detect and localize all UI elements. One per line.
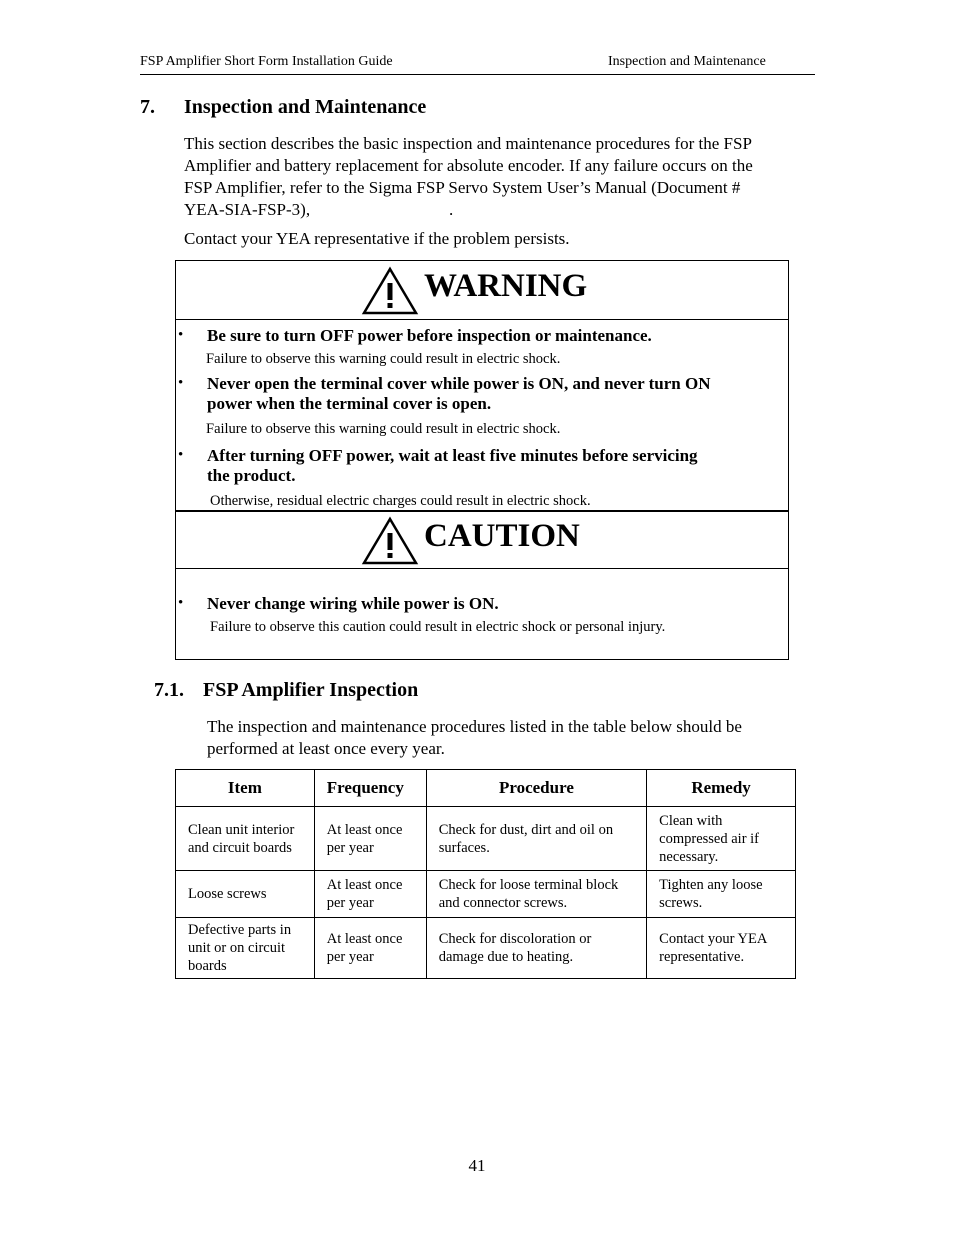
table-row (176, 918, 796, 979)
warning-note: Otherwise, residual electric charges could result in electric shock. (210, 493, 591, 509)
table-header-item: Item (176, 770, 315, 807)
cell-line: and connector screws. (438, 895, 568, 911)
section-title: Inspection and Maintenance (184, 96, 427, 118)
table-cell (314, 918, 426, 979)
caution-box (175, 510, 789, 660)
caution-item: Never change wiring while power is ON. (207, 594, 499, 613)
cell-line: Loose screws (188, 886, 267, 902)
intro-line-period: . (449, 200, 454, 219)
caution-title: CAUTION (424, 518, 580, 554)
bullet: • (178, 375, 184, 391)
cell-line: Tighten any loose (659, 877, 763, 893)
page-number: 41 (468, 1156, 486, 1175)
cell-line: necessary. (659, 848, 719, 865)
cell-line: surfaces. (438, 839, 490, 856)
running-header-section: Inspection and Maintenance (608, 54, 766, 69)
warning-item: the product. (207, 466, 296, 485)
table-cell (314, 807, 426, 871)
warning-item: Never open the terminal cover while power is ON, and never turn ON (207, 374, 711, 393)
cell-line: Check for discoloration or (438, 931, 592, 947)
cell-line: per year (326, 839, 374, 856)
table-header-procedure: Procedure (426, 770, 646, 807)
warning-item: Be sure to turn OFF power before inspection or maintenance. (207, 326, 652, 345)
table-cell (314, 871, 426, 918)
caution-note: Failure to observe this caution could result in electric shock or personal injury. (210, 619, 666, 635)
bullet: • (178, 327, 184, 343)
warning-title-bar (176, 261, 788, 320)
subsection-title: FSP Amplifier Inspection (203, 679, 419, 701)
cell-line: At least once (326, 877, 403, 893)
cell-line: At least once (326, 931, 403, 947)
contact-text: Contact your YEA representative if the problem persists. (184, 229, 570, 248)
header-rule (140, 74, 815, 75)
cell-line: boards (188, 958, 227, 974)
cell-line: per year (326, 895, 374, 911)
table-cell (647, 918, 796, 979)
cell-line: Check for loose terminal block (438, 877, 619, 893)
cell-line: Contact your YEA (659, 931, 768, 947)
cell-line: unit or on circuit (188, 940, 286, 956)
intro-line: FSP Amplifier, refer to the Sigma FSP Servo System User’s Manual (Document # (184, 178, 741, 197)
running-header-title: FSP Amplifier Short Form Installation Guide (140, 54, 393, 69)
subsection-intro-line: performed at least once every year. (207, 739, 445, 758)
table-cell (647, 807, 796, 871)
cell-line: Defective parts in (188, 922, 292, 938)
table-header-remedy: Remedy (647, 770, 796, 807)
table-cell (647, 871, 796, 918)
intro-line: Amplifier and battery replacement for absolute encoder. If any failure occurs on the (184, 156, 753, 175)
cell-line: compressed air if (659, 830, 760, 847)
bullet: • (178, 595, 184, 611)
table-cell (426, 871, 646, 918)
warning-box (175, 260, 789, 512)
table-cell (426, 918, 646, 979)
cell-line: and circuit boards (188, 839, 292, 856)
table-header-frequency: Frequency (314, 770, 426, 807)
table-cell (176, 918, 315, 979)
table-cell (176, 871, 315, 918)
subsection-number: 7.1. (154, 679, 184, 701)
section-number: 7. (140, 96, 155, 118)
warning-triangle-icon (361, 266, 419, 316)
warning-item: After turning OFF power, wait at least five minutes before servicing (207, 446, 698, 465)
cell-line: representative. (659, 949, 745, 965)
warning-title: WARNING (424, 268, 588, 304)
cell-line: Clean unit interior (188, 821, 295, 838)
inspection-table (175, 769, 796, 979)
cell-line: Check for dust, dirt and oil on (438, 821, 614, 838)
table-cell (176, 807, 315, 871)
subsection-intro-line: The inspection and maintenance procedures listed in the table below should be (207, 717, 742, 736)
caution-title-bar (176, 511, 788, 569)
table-row (176, 807, 796, 871)
intro-line: This section describes the basic inspection and maintenance procedures for the FSP (184, 134, 752, 153)
bullet: • (178, 447, 184, 463)
table-row (176, 871, 796, 918)
cell-line: At least once (326, 821, 403, 838)
warning-item: power when the terminal cover is open. (207, 394, 492, 413)
table-header-row (176, 770, 796, 807)
cell-line: damage due to heating. (438, 949, 574, 965)
cell-line: screws. (659, 895, 703, 911)
intro-line: YEA-SIA-FSP-3), (184, 200, 311, 219)
warning-note: Failure to observe this warning could result in electric shock. (206, 351, 561, 367)
caution-triangle-icon (361, 516, 419, 566)
warning-note: Failure to observe this warning could result in electric shock. (206, 421, 561, 437)
cell-line: Clean with (659, 812, 723, 829)
cell-line: per year (326, 949, 374, 965)
table-cell (426, 807, 646, 871)
